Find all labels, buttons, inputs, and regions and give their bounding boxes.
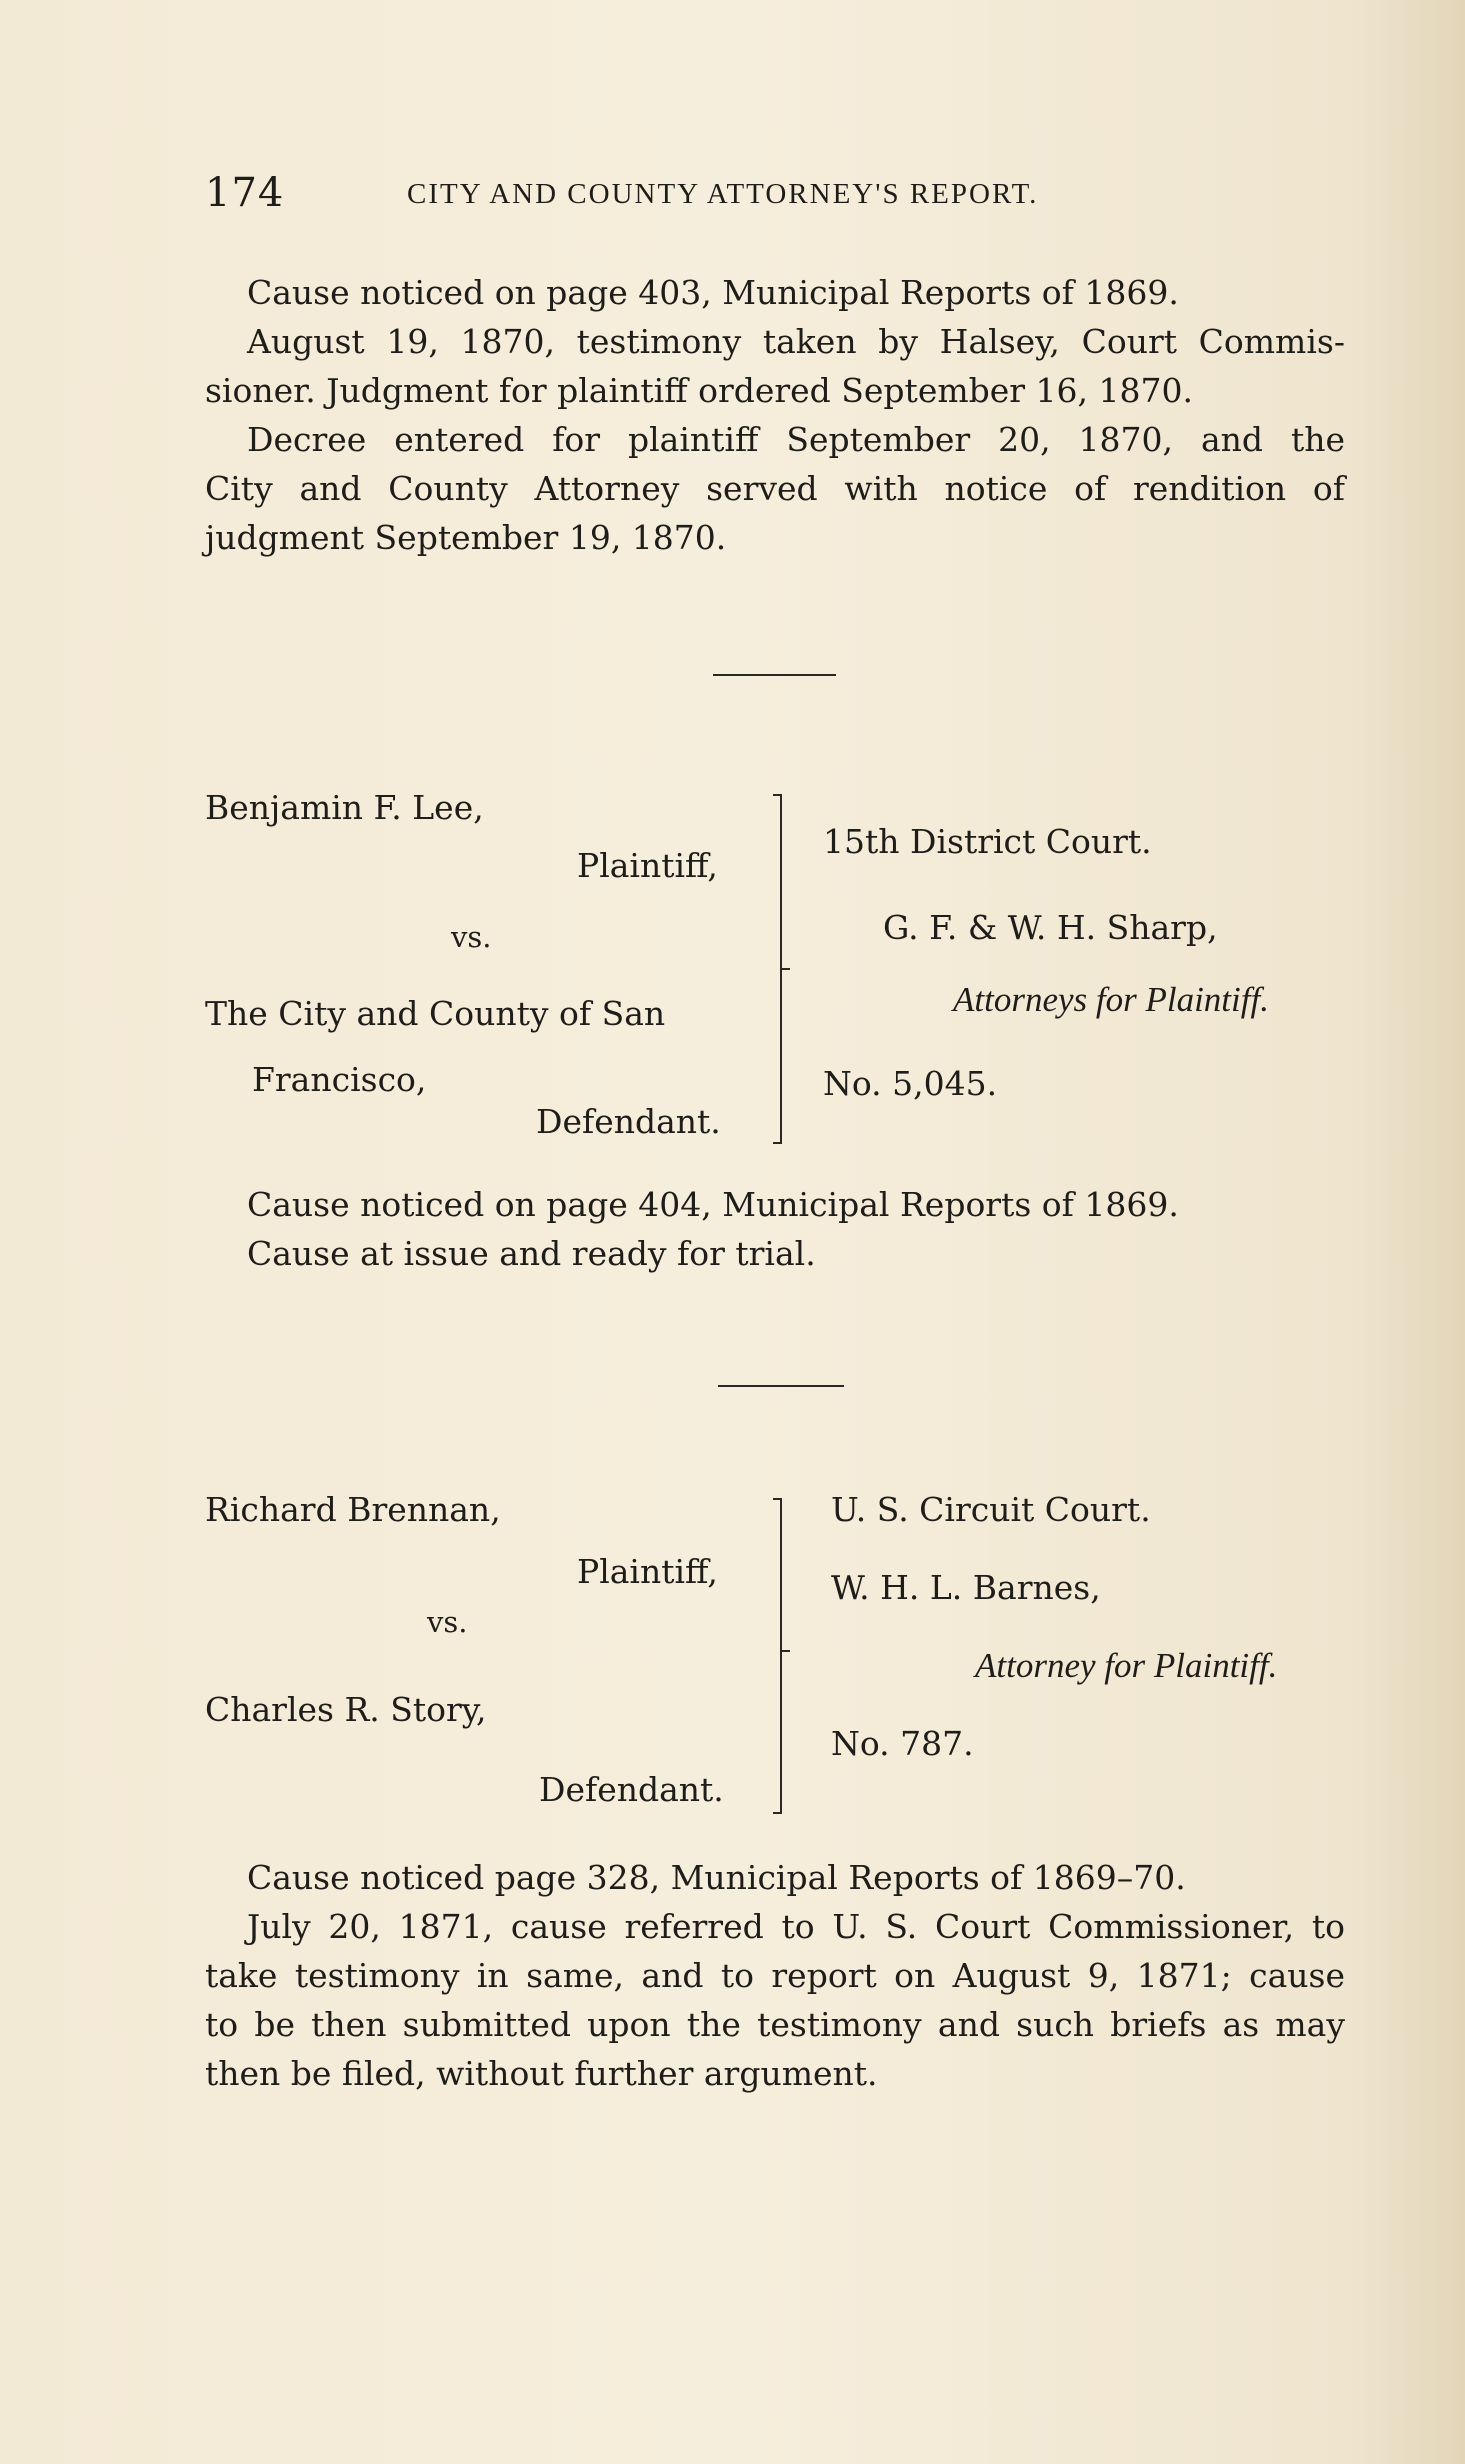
defendant-name-line1: The City and County of San	[205, 994, 666, 1033]
brace-tick-middle	[782, 968, 790, 970]
versus-label: vs.	[451, 920, 492, 954]
case2-note-line: take testimony in same, and to report on August 9, 1871; cause	[205, 1956, 1345, 1995]
brace-tick-top	[773, 794, 781, 796]
case-number: No. 5,045.	[823, 1064, 998, 1103]
case2-note-line: to be then submitted upon the testimony and such briefs as may	[205, 2005, 1345, 2044]
intro-line: Cause noticed on page 403, Municipal Reports of 1869.	[247, 273, 1179, 312]
brace-tick-top	[773, 1498, 781, 1500]
case1-note-line: Cause noticed on page 404, Municipal Reports of 1869.	[247, 1185, 1179, 1224]
intro-line: August 19, 1870, testimony taken by Halsey, Court Commis-	[247, 322, 1345, 361]
intro-paragraph	[205, 268, 1345, 562]
plaintiff-name: Richard Brennan,	[205, 1490, 501, 1529]
section-divider	[718, 1385, 844, 1387]
case-number: No. 787.	[831, 1724, 974, 1763]
intro-line: sioner. Judgment for plaintiff ordered September 16, 1870.	[205, 371, 1194, 410]
case2-note-line: then be filed, without further argument.	[205, 2054, 878, 2093]
case-brennan-vs-story	[205, 1480, 1355, 1820]
plaintiff-label: Plaintiff,	[577, 1552, 718, 1591]
case1-notes	[205, 1180, 1345, 1278]
page-header	[205, 170, 1205, 220]
brace-tick-bottom	[773, 1812, 781, 1814]
attorney-role: Attorney for Plaintiff.	[975, 1646, 1278, 1685]
case2-note-line: July 20, 1871, cause referred to U. S. Court Commissioner, to	[247, 1907, 1345, 1946]
intro-line: City and County Attorney served with notice of rendition of	[205, 469, 1345, 508]
case2-notes	[205, 1853, 1345, 2098]
case-brace	[780, 1498, 782, 1814]
defendant-name: Charles R. Story,	[205, 1690, 487, 1729]
intro-line: judgment September 19, 1870.	[205, 518, 727, 557]
case2-note-line: Cause noticed page 328, Municipal Reports of 1869–70.	[247, 1858, 1186, 1897]
plaintiff-label: Plaintiff,	[577, 846, 718, 885]
plaintiff-name: Benjamin F. Lee,	[205, 788, 484, 827]
defendant-name-line2: Francisco,	[252, 1060, 427, 1099]
brace-tick-middle	[782, 1650, 790, 1652]
section-divider	[713, 674, 836, 676]
versus-label: vs.	[427, 1605, 468, 1639]
attorney-name: G. F. & W. H. Sharp,	[883, 908, 1218, 947]
case1-note-line: Cause at issue and ready for trial.	[247, 1234, 816, 1273]
court-name: U. S. Circuit Court.	[831, 1490, 1151, 1529]
defendant-label: Defendant.	[536, 1102, 721, 1141]
page-number: 174	[205, 170, 285, 216]
intro-line: Decree entered for plaintiff September 20, 1870, and the	[247, 420, 1345, 459]
attorney-name: W. H. L. Barnes,	[831, 1568, 1101, 1607]
brace-tick-bottom	[773, 1142, 781, 1144]
attorney-role: Attorneys for Plaintiff.	[953, 980, 1269, 1019]
defendant-label: Defendant.	[539, 1770, 724, 1809]
court-name: 15th District Court.	[823, 822, 1152, 861]
case-lee-vs-city	[205, 780, 1355, 1150]
running-head: CITY AND COUNTY ATTORNEY'S REPORT.	[407, 178, 1039, 210]
